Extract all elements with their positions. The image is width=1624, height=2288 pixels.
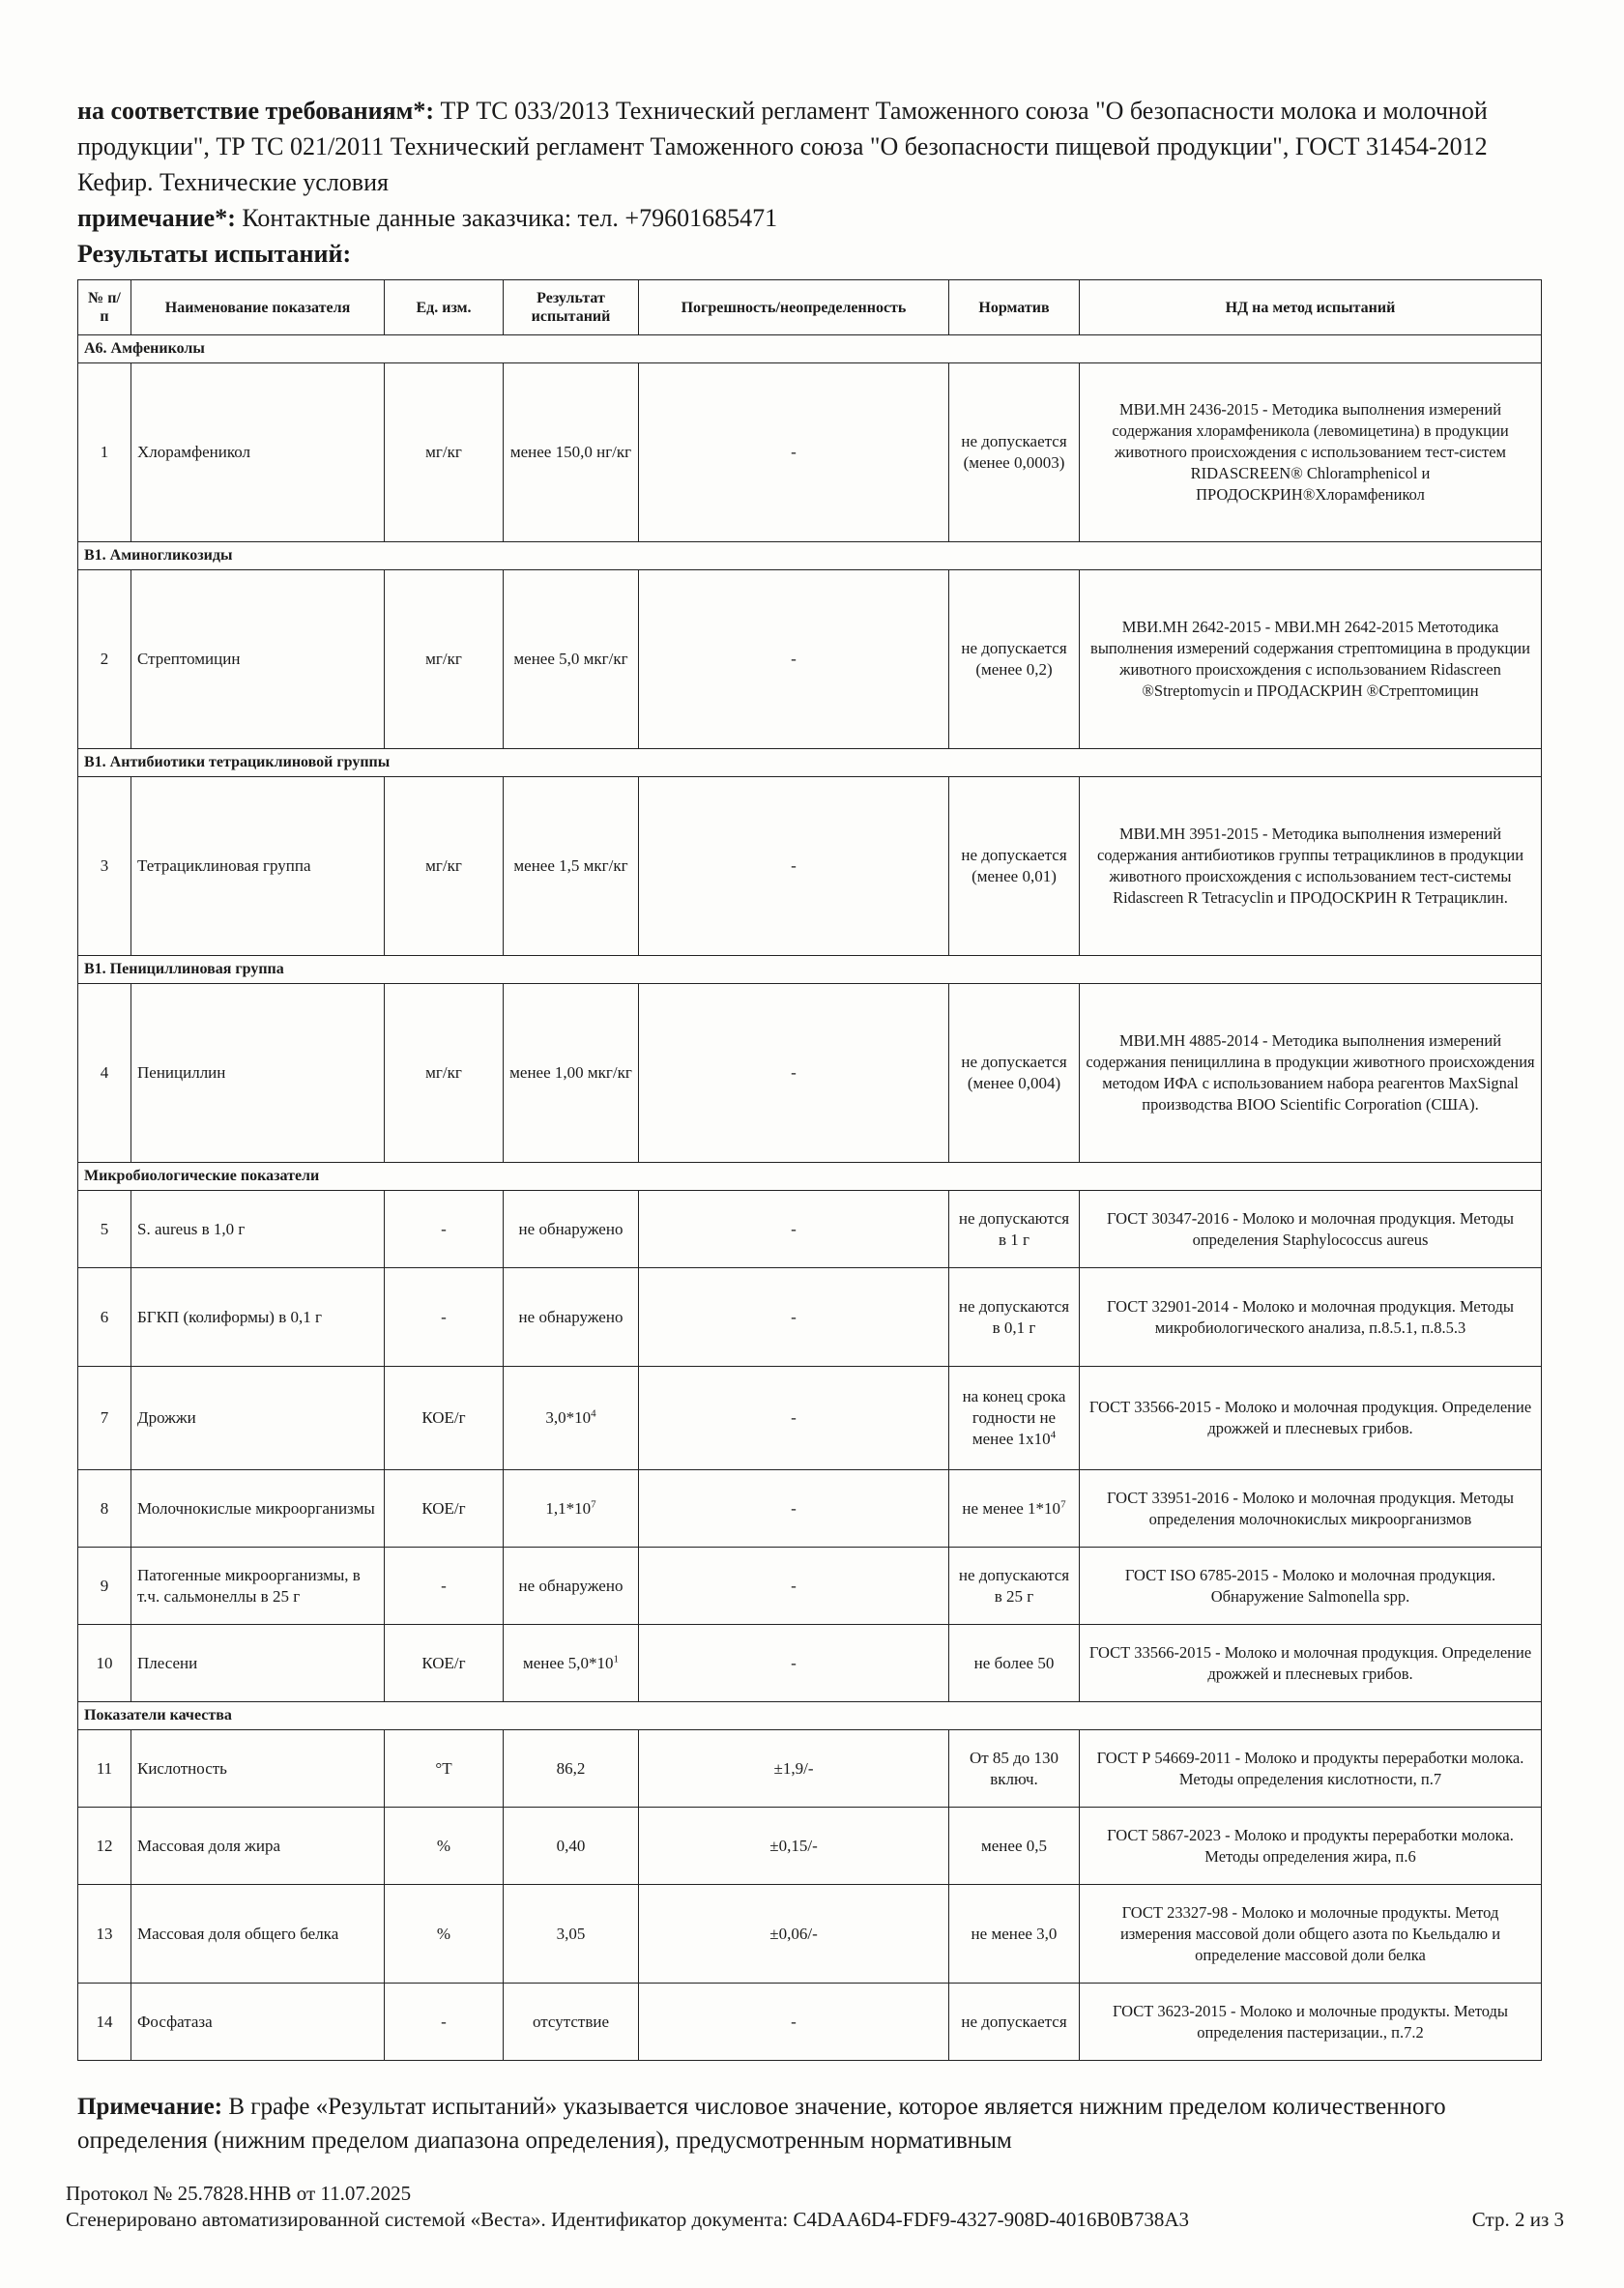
cell-method: ГОСТ 33566-2015 - Молоко и молочная продукция. Определение дрожжей и плесневых грибов. (1080, 1367, 1542, 1470)
cell-num: 12 (78, 1808, 131, 1885)
cell-uncertainty: - (639, 984, 949, 1163)
cell-uncertainty: - (639, 777, 949, 956)
cell-result: не обнаружено (504, 1191, 639, 1268)
bottom-note (77, 2090, 1547, 2158)
header-uncertainty: Погрешность/неопределенность (639, 280, 949, 335)
cell-unit: - (385, 1268, 504, 1367)
cell-name: Стрептомицин (131, 570, 385, 749)
table-row (78, 984, 1542, 1163)
cell-num: 5 (78, 1191, 131, 1268)
cell-norm: не более 50 (949, 1625, 1080, 1702)
table-row (78, 1885, 1542, 1984)
cell-unit: мг/кг (385, 363, 504, 542)
section-heading: Микробиологические показатели (78, 1163, 1542, 1191)
cell-name: Тетрациклиновая группа (131, 777, 385, 956)
table-row (78, 777, 1542, 956)
result-value: 1,1*10 (545, 1498, 592, 1518)
table-row (78, 1548, 1542, 1625)
cell-uncertainty: - (639, 570, 949, 749)
cell-norm: не допускается (менее 0,004) (949, 984, 1080, 1163)
cell-name: Кислотность (131, 1730, 385, 1808)
cell-method: ГОСТ 33566-2015 - Молоко и молочная продукция. Определение дрожжей и плесневых грибов. (1080, 1625, 1542, 1702)
header-num: № п/п (78, 280, 131, 335)
cell-norm: не допускается (менее 0,2) (949, 570, 1080, 749)
table-row (78, 570, 1542, 749)
cell-num: 2 (78, 570, 131, 749)
cell-num: 1 (78, 363, 131, 542)
table-row (78, 1984, 1542, 2061)
bottom-note-text: В графе «Результат испытаний» указывается числовое значение, которое является нижним пределом количественного определения (нижним пределом диапазона определения), предусмотренным нормативным (77, 2094, 1446, 2154)
table-row (78, 1808, 1542, 1885)
cell-unit: мг/кг (385, 777, 504, 956)
table-row (78, 1730, 1542, 1808)
results-title: Результаты испытаний: (77, 240, 352, 268)
table-row (78, 363, 1542, 542)
cell-num: 8 (78, 1470, 131, 1548)
cell-num: 11 (78, 1730, 131, 1808)
cell-norm: не менее 3,0 (949, 1885, 1080, 1984)
cell-result: 0,40 (504, 1808, 639, 1885)
norm-exponent: 7 (1060, 1497, 1066, 1510)
cell-method: ГОСТ 3623-2015 - Молоко и молочные продукты. Методы определения пастеризации., п.7.2 (1080, 1984, 1542, 2061)
cell-norm (949, 1470, 1080, 1548)
protocol-number: Протокол № 25.7828.ННВ от 11.07.2025 (66, 2182, 412, 2205)
cell-method: МВИ.МН 3951-2015 - Методика выполнения измерений содержания антибиотиков группы тетрациклинов в продукции животного происхождения с использованием тест-системы Ridascreen R Tetracyclin и ПРОДОСКРИН R Тетрациклин. (1080, 777, 1542, 956)
cell-unit: мг/кг (385, 984, 504, 1163)
cell-norm: не допускаются в 0,1 г (949, 1268, 1080, 1367)
result-exponent: 7 (591, 1497, 596, 1510)
cell-method: ГОСТ 5867-2023 - Молоко и продукты переработки молока. Методы определения жира, п.6 (1080, 1808, 1542, 1885)
cell-name: Дрожжи (131, 1367, 385, 1470)
header-method: НД на метод испытаний (1080, 280, 1542, 335)
cell-unit: - (385, 1548, 504, 1625)
requirements-label: на соответствие требованиям*: (77, 97, 435, 125)
requirements-paragraph (77, 93, 1547, 200)
cell-result: не обнаружено (504, 1268, 639, 1367)
cell-uncertainty: - (639, 1625, 949, 1702)
cell-norm: От 85 до 130 включ. (949, 1730, 1080, 1808)
cell-result: 3,05 (504, 1885, 639, 1984)
cell-name: Массовая доля жира (131, 1808, 385, 1885)
cell-num: 14 (78, 1984, 131, 2061)
cell-uncertainty: - (639, 1548, 949, 1625)
cell-result: менее 1,00 мкг/кг (504, 984, 639, 1163)
norm-exponent: 4 (1050, 1429, 1057, 1441)
cell-unit: КОЕ/г (385, 1367, 504, 1470)
cell-method: ГОСТ 33951-2016 - Молоко и молочная продукция. Методы определения молочнокислых микроорганизмов (1080, 1470, 1542, 1548)
section-heading: В1. Аминогликозиды (78, 542, 1542, 570)
cell-method: ГОСТ ISO 6785-2015 - Молоко и молочная продукция. Обнаружение Salmonella spp. (1080, 1548, 1542, 1625)
results-table (77, 279, 1542, 2061)
result-exponent: 1 (613, 1652, 619, 1665)
cell-name: S. aureus в 1,0 г (131, 1191, 385, 1268)
customer-note-paragraph (77, 200, 1547, 236)
cell-unit: КОЕ/г (385, 1470, 504, 1548)
section-heading: А6. Амфениколы (78, 335, 1542, 363)
cell-uncertainty: - (639, 1268, 949, 1367)
generated-by: Сгенерировано автоматизированной системой «Веста». Идентификатор документа: C4DAA6D4-FDF9-4327-908D-4016B0B738A3 (66, 2208, 1189, 2231)
cell-result: отсутствие (504, 1984, 639, 2061)
cell-method: ГОСТ Р 54669-2011 - Молоко и продукты переработки молока. Методы определения кислотности, п.7 (1080, 1730, 1542, 1808)
cell-method: ГОСТ 32901-2014 - Молоко и молочная продукция. Методы микробиологического анализа, п.8.5.1, п.8.5.3 (1080, 1268, 1542, 1367)
header-unit: Ед. изм. (385, 280, 504, 335)
cell-norm: не допускается (менее 0,0003) (949, 363, 1080, 542)
cell-unit: °Т (385, 1730, 504, 1808)
cell-name: Плесени (131, 1625, 385, 1702)
cell-name: Фосфатаза (131, 1984, 385, 2061)
requirements-text: ТР ТС 033/2013 Технический регламент Таможенного союза "О безопасности молока и молочной продукции", ТР ТС 021/2011 Технический регламент Таможенного союза "О безопасности пищевой продукции", ГОСТ 31454-2012 Кефир. Технические условия (77, 97, 1488, 196)
cell-method: МВИ.МН 2436-2015 - Методика выполнения измерений содержания хлорамфеникола (левомицетина) в продукции животного происхождения с использованием тест-систем RIDASCREEN® Chloramphenicol и ПРОДОСКРИН®Хлорамфеникол (1080, 363, 1542, 542)
page-footer (66, 2181, 1564, 2233)
cell-norm: не допускается (949, 1984, 1080, 2061)
cell-result: не обнаружено (504, 1548, 639, 1625)
cell-norm (949, 1367, 1080, 1470)
customer-note-label: примечание*: (77, 204, 236, 232)
intro-block (77, 93, 1547, 272)
bottom-note-label: Примечание: (77, 2094, 223, 2120)
cell-name: Хлорамфеникол (131, 363, 385, 542)
page-number: Стр. 2 из 3 (1471, 2208, 1564, 2231)
cell-num: 9 (78, 1548, 131, 1625)
cell-result (504, 1367, 639, 1470)
cell-num: 4 (78, 984, 131, 1163)
section-heading: В1. Антибиотики тетрациклиновой группы (78, 749, 1542, 777)
cell-name: Молочнокислые микроорганизмы (131, 1470, 385, 1548)
norm-value: не менее 1*10 (962, 1498, 1061, 1518)
bottom-note-paragraph (77, 2090, 1547, 2158)
cell-unit: - (385, 1191, 504, 1268)
table-row (78, 1625, 1542, 1702)
norm-value: на конец срока годности не менее 1х10 (962, 1387, 1066, 1448)
cell-uncertainty: ±1,9/- (639, 1730, 949, 1808)
cell-name: БГКП (колиформы) в 0,1 г (131, 1268, 385, 1367)
cell-result: менее 1,5 мкг/кг (504, 777, 639, 956)
table-row (78, 1191, 1542, 1268)
cell-unit: мг/кг (385, 570, 504, 749)
cell-num: 13 (78, 1885, 131, 1984)
result-value: 3,0*10 (545, 1408, 592, 1427)
cell-num: 6 (78, 1268, 131, 1367)
cell-result: менее 150,0 нг/кг (504, 363, 639, 542)
cell-method: МВИ.МН 4885-2014 - Методика выполнения измерений содержания пенициллина в продукции животного происхождения методом ИФА с использованием набора реагентов MaxSignal производства BIOO Scientific Corporation (США). (1080, 984, 1542, 1163)
cell-result (504, 1470, 639, 1548)
cell-num: 10 (78, 1625, 131, 1702)
cell-unit: % (385, 1808, 504, 1885)
cell-uncertainty: - (639, 1191, 949, 1268)
cell-num: 3 (78, 777, 131, 956)
cell-method: ГОСТ 30347-2016 - Молоко и молочная продукция. Методы определения Staphylococcus aureus (1080, 1191, 1542, 1268)
cell-norm: менее 0,5 (949, 1808, 1080, 1885)
cell-result (504, 1625, 639, 1702)
cell-result: менее 5,0 мкг/кг (504, 570, 639, 749)
cell-uncertainty: ±0,15/- (639, 1808, 949, 1885)
table-row (78, 1470, 1542, 1548)
section-heading: В1. Пенициллиновая группа (78, 956, 1542, 984)
cell-uncertainty: - (639, 363, 949, 542)
section-heading: Показатели качества (78, 1702, 1542, 1730)
table-row (78, 1367, 1542, 1470)
cell-name: Массовая доля общего белка (131, 1885, 385, 1984)
cell-num: 7 (78, 1367, 131, 1470)
cell-norm: не допускаются в 1 г (949, 1191, 1080, 1268)
cell-name: Патогенные микроорганизмы, в т.ч. сальмонеллы в 25 г (131, 1548, 385, 1625)
result-exponent: 4 (591, 1407, 596, 1420)
cell-uncertainty: - (639, 1470, 949, 1548)
cell-norm: не допускаются в 25 г (949, 1548, 1080, 1625)
table-row (78, 1268, 1542, 1367)
header-norm: Норматив (949, 280, 1080, 335)
cell-unit: КОЕ/г (385, 1625, 504, 1702)
cell-method: МВИ.МН 2642-2015 - МВИ.МН 2642-2015 Метотодика выполнения измерений содержания стрептомицина в продукции животного происхождения с использованием Ridascreen ®Streptomycin и ПРОДАСКРИН ®Стрептомицин (1080, 570, 1542, 749)
cell-unit: % (385, 1885, 504, 1984)
header-name: Наименование показателя (131, 280, 385, 335)
customer-note-text: Контактные данные заказчика: тел. +79601685471 (242, 204, 778, 232)
result-value: менее 5,0*10 (523, 1653, 614, 1672)
cell-uncertainty: ±0,06/- (639, 1885, 949, 1984)
cell-uncertainty: - (639, 1984, 949, 2061)
cell-method: ГОСТ 23327-98 - Молоко и молочные продукты. Метод измерения массовой доли общего азота по Кьельдалю и определение массовой доли белка (1080, 1885, 1542, 1984)
cell-unit: - (385, 1984, 504, 2061)
header-result: Результат испытаний (504, 280, 639, 335)
cell-name: Пенициллин (131, 984, 385, 1163)
cell-uncertainty: - (639, 1367, 949, 1470)
cell-result: 86,2 (504, 1730, 639, 1808)
table-header-row (78, 280, 1542, 335)
cell-norm: не допускается (менее 0,01) (949, 777, 1080, 956)
